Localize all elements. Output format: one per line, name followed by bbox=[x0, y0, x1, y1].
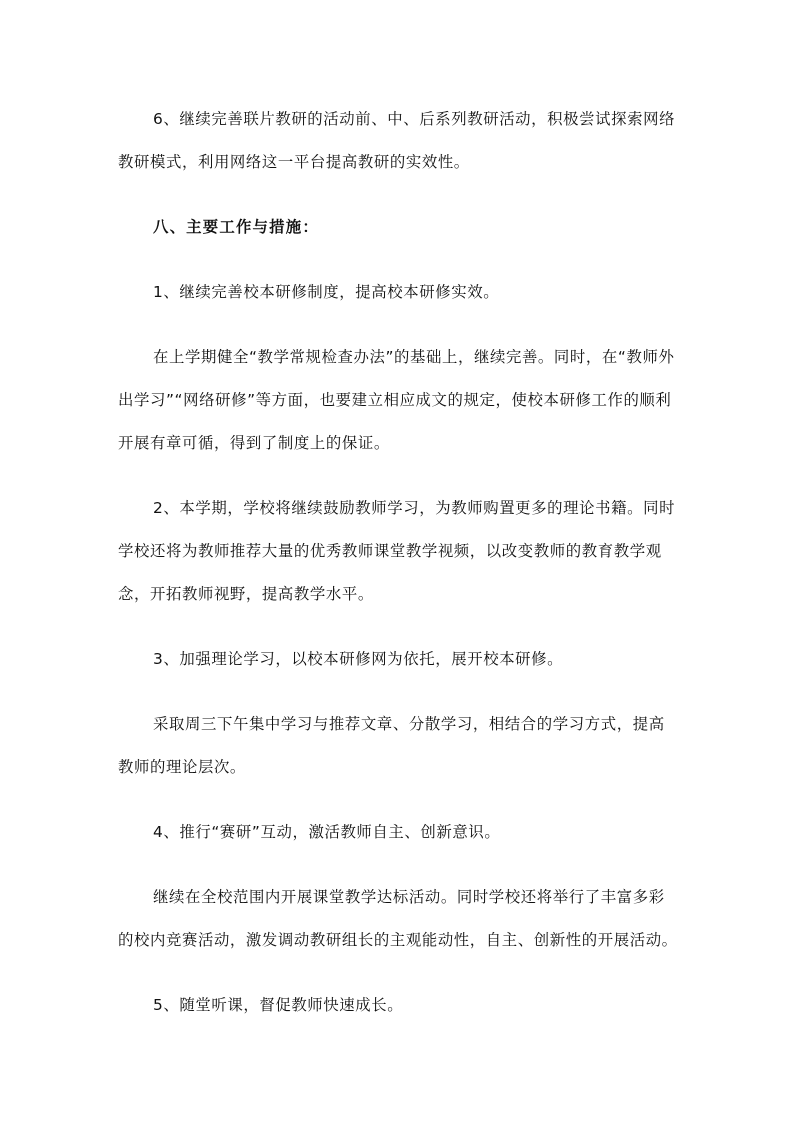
section-heading-main-work-and-measures: 八、主要工作与措施： bbox=[153, 218, 319, 236]
paragraph-item-2: 2、本学期，学校将继续鼓励教师学习，为教师购置更多的理论书籍。同时学校还将为教师推荐大量的优秀教师课堂教学视频，以改变教师的教育教学观念，开拓教师视野，提高教学水平。 bbox=[118, 499, 676, 603]
paragraph-item-1: 1、继续完善校本研修制度，提高校本研修实效。 bbox=[153, 283, 500, 301]
document-body bbox=[118, 98, 680, 1027]
paragraph-body-3: 采取周三下午集中学习与推荐文章、分散学习，相结合的学习方式，提高教师的理论层次。 bbox=[118, 715, 665, 776]
paragraph-item-4: 4、推行“赛研”互动，激活教师自主、创新意识。 bbox=[153, 823, 501, 841]
paragraph-item-3: 3、加强理论学习，以校本研修网为依托，展开校本研修。 bbox=[153, 650, 564, 668]
paragraph-item-6: 6、继续完善联片教研的活动前、中、后系列教研活动，积极尝试探索网络教研模式，利用网络这一平台提高教研的实效性。 bbox=[118, 110, 676, 171]
paragraph-item-5: 5、随堂听课，督促教师快速成长。 bbox=[153, 996, 404, 1014]
paragraph-body-4: 继续在全校范围内开展课堂教学达标活动。同时学校还将举行了丰富多彩的校内竞赛活动，激发调动教研组长的主观能动性，自主、创新性的开展活动。 bbox=[118, 888, 678, 949]
paragraph-body-1: 在上学期健全“教学常规检查办法”的基础上，继续完善。同时，在“教师外出学习”“网络研修”等方面，也要建立相应成文的规定，使校本研修工作的顺利开展有章可循，得到了制度上的保证。 bbox=[118, 348, 675, 452]
